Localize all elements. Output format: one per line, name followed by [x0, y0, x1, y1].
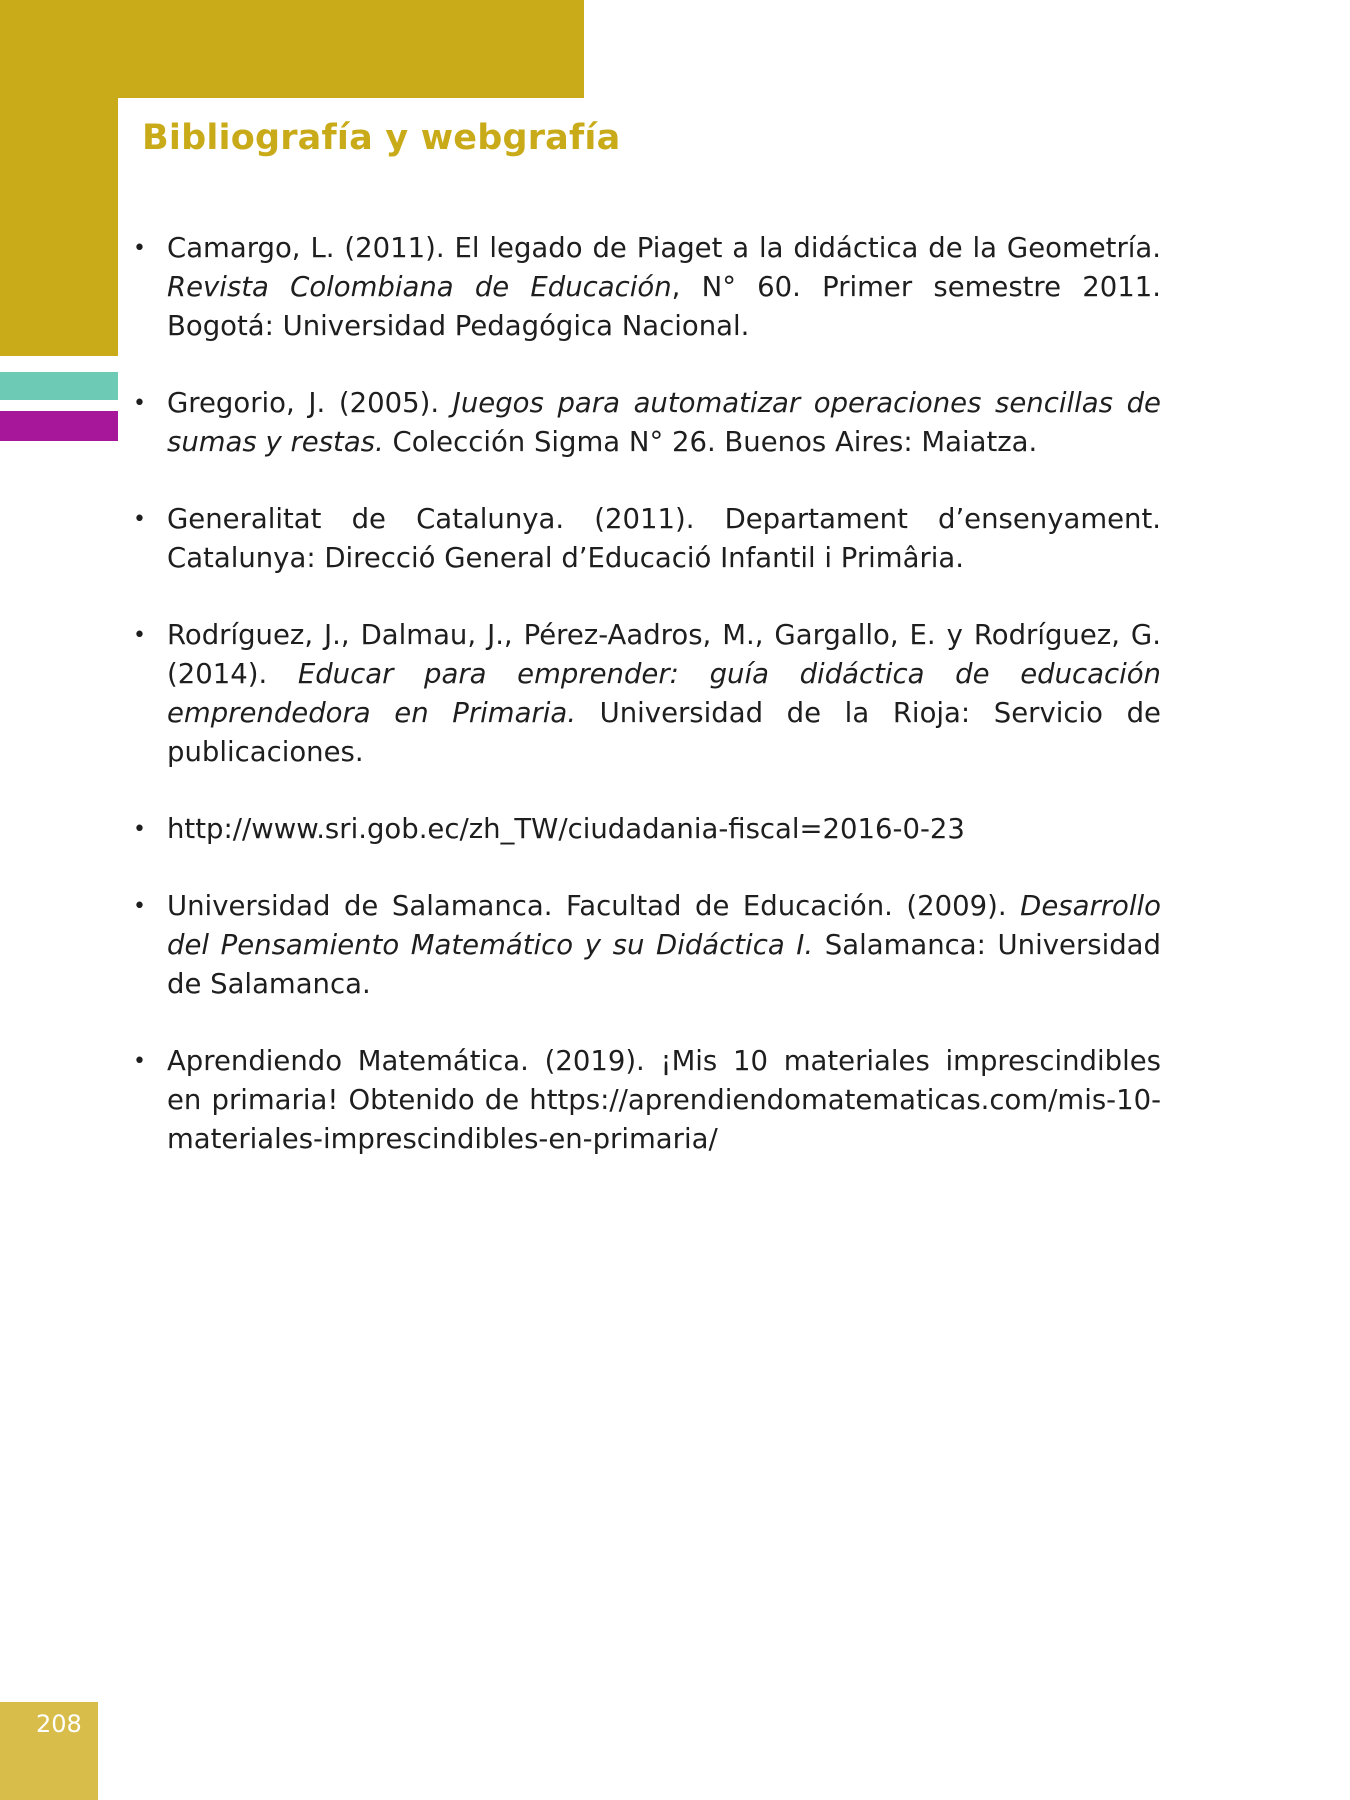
- reference-text-tail: , N° 60. Primer semestre 2011. Bogotá: Universidad Pedagógica Nacional.: [167, 271, 1161, 342]
- reference-item: [133, 616, 1161, 772]
- magenta-accent-bar: [0, 411, 118, 441]
- reference-text: Gregorio, J. (2005).: [167, 387, 453, 419]
- reference-title-italic: Revista Colombiana de Educación: [167, 271, 672, 303]
- reference-text: Generalitat de Catalunya. (2011). Departament d’ensenyament. Catalunya: Direcció General d’Educació Infantil i Primâria.: [167, 503, 1161, 574]
- header-gold-band: [0, 0, 584, 98]
- side-gold-band: [0, 98, 118, 356]
- teal-accent-bar: [0, 372, 118, 400]
- reference-text: Camargo, L. (2011). El legado de Piaget a la didáctica de la Geometría.: [167, 232, 1161, 264]
- bullet-icon: •: [133, 623, 146, 648]
- reference-title-italic: Juegos para automatizar operaciones sencillas de sumas y restas.: [167, 387, 1161, 458]
- bullet-icon: •: [133, 507, 146, 532]
- reference-text: Rodríguez, J., Dalmau, J., Pérez-Aadros, M., Gargallo, E. y Rodríguez, G. (2014).: [167, 619, 1161, 690]
- bullet-icon: •: [133, 894, 146, 919]
- reference-item: [133, 229, 1161, 346]
- reference-text-tail: Colección Sigma N° 26. Buenos Aires: Maiatza.: [383, 426, 1038, 458]
- reference-item: [133, 810, 1161, 849]
- reference-text: Universidad de Salamanca. Facultad de Educación. (2009).: [167, 890, 1021, 922]
- reference-text: Aprendiendo Matemática. (2019). ¡Mis 10 materiales imprescindibles en primaria! Obtenido de https://aprendiendomatematicas.com/mis-10-materiales-imprescindibles-en-primaria/: [167, 1045, 1161, 1155]
- reference-url: http://www.sri.gob.ec/zh_TW/ciudadania-fiscal=2016-0-23: [167, 813, 965, 845]
- reference-item: [133, 384, 1161, 462]
- bullet-icon: •: [133, 236, 146, 261]
- reference-title-italic: Desarrollo del Pensamiento Matemático y su Didáctica I.: [167, 890, 1161, 961]
- reference-item: [133, 1042, 1161, 1159]
- bullet-icon: •: [133, 817, 146, 842]
- reference-item: [133, 500, 1161, 578]
- reference-list: [133, 229, 1161, 1197]
- page-title: Bibliografía y webgrafía: [142, 118, 621, 158]
- reference-text-tail: Universidad de la Rioja: Servicio de publicaciones.: [167, 697, 1161, 768]
- bullet-icon: •: [133, 391, 146, 416]
- bullet-icon: •: [133, 1049, 146, 1074]
- reference-item: [133, 887, 1161, 1004]
- page-number: 208: [36, 1710, 82, 1738]
- reference-text-tail: Salamanca: Universidad de Salamanca.: [167, 929, 1161, 1000]
- reference-title-italic: Educar para emprender: guía didáctica de educación emprendedora en Primaria.: [167, 658, 1161, 729]
